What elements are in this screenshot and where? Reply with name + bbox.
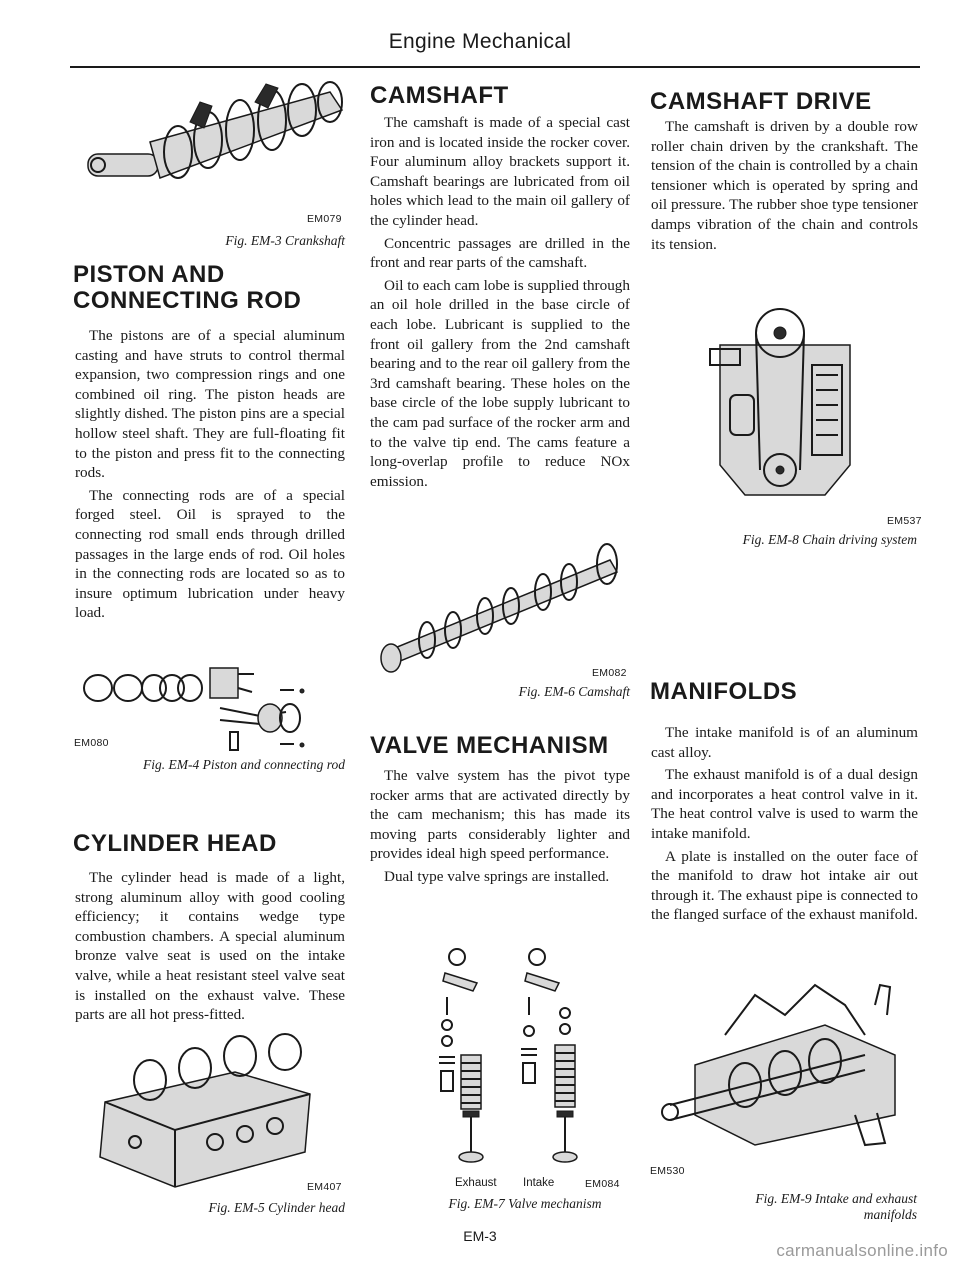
cylinder-section-body <box>75 868 345 1025</box>
fig-em6-code: EM082 <box>592 667 627 679</box>
camshaft-paragraph-3: Oil to each cam lobe is supplied through an oil hole drilled in the base circle of each lobe. Lubricant is supplied to the front oil gallery from the 2nd camshaft bearing and to the rear oil gallery from the 3rd camshaft bearing. These holes on the base circle of the lobe supply lubricant to the cam pad surface of the rocker arm and to the valve tip end. The cams feature a long-overlap profile to reduce NOx emission. <box>370 276 630 490</box>
cylinder-section-heading: CYLINDER HEAD <box>73 830 277 857</box>
fig-em3-code: EM079 <box>307 213 342 225</box>
drive-section-body <box>651 117 918 254</box>
camshaft-illustration <box>375 540 625 670</box>
manifolds-section-body <box>651 723 918 925</box>
valve-mechanism-illustration <box>425 945 605 1170</box>
fig-em5-caption: Fig. EM-5 Cylinder head <box>208 1200 345 1215</box>
manifolds-paragraph-2: The exhaust manifold is of a dual design and incorporates a heat control valve in it. The heat control valve is used to warm the intake manifold. <box>651 766 918 842</box>
page-header-title: Engine Mechanical <box>388 30 572 53</box>
manifolds-section-heading: MANIFOLDS <box>650 678 798 705</box>
camshaft-paragraph-2: Concentric passages are drilled in the front and rear parts of the camshaft. <box>370 234 630 272</box>
fig-em3-caption: Fig. EM-3 Crankshaft <box>225 233 345 248</box>
fig-em7-label-intake: Intake <box>523 1177 555 1189</box>
piston-section-body <box>75 326 345 623</box>
fig-em8-code: EM537 <box>887 515 922 527</box>
fig-em6-caption: Fig. EM-6 Camshaft <box>518 684 630 699</box>
manifolds-paragraph-3: A plate is installed on the outer face of the manifold to draw hot intake air out through it. The exhaust pipe is connected to the flanged surface of the exhaust manifold. <box>651 847 918 924</box>
fig-em7-caption: Fig. EM-7 Valve mechanism <box>448 1196 602 1211</box>
piston-paragraph-2: The connecting rods are of a special forged steel. Oil is sprayed to the connecting rod small ends through drilled passages in the large ends of rod. Oil holes in the connecting rods are located so as to insure optimum lubrication under heavy load. <box>75 486 345 622</box>
piston-and-rod-illustration <box>80 660 350 755</box>
drive-paragraph-1: The camshaft is driven by a double row roller chain driven by the crankshaft. The tension of the chain is controlled by a chain tensioner which is operated by spring and oil pressure. The rubber shoe type tensioner damps vibration of the chain and controls its tension. <box>651 118 918 253</box>
intake-valve-stack <box>521 949 577 1162</box>
drive-section-heading: CAMSHAFT DRIVE <box>650 88 872 115</box>
camshaft-section-body <box>370 113 630 491</box>
camshaft-paragraph-1: The camshaft is made of a special cast iron and is located inside the rocker cover. Four aluminum alloy brackets support it. Camshaft bearings are lubricated from oil holes which lead to the main oil gallery of the cylinder head. <box>370 114 630 229</box>
chain-drive-illustration <box>700 305 870 505</box>
fig-em4-caption: Fig. EM-4 Piston and connecting rod <box>143 757 345 772</box>
header-rule <box>70 66 920 68</box>
page-number: EM-3 <box>463 1228 497 1244</box>
piston-paragraph-1: The pistons are of a special aluminum casting and have struts to control thermal expansion, two compression rings and one combined oil ring. The piston heads are slightly dished. The piston pins are a special hollow steel shaft. They are full-floating fit to the piston and press fit to the connecting rods. <box>75 327 345 482</box>
manifolds-illustration <box>665 975 915 1170</box>
manifolds-paragraph-1: The intake manifold is of an aluminum cast alloy. <box>651 724 918 761</box>
crankshaft-illustration <box>80 82 350 192</box>
fig-em4-code: EM080 <box>74 737 109 749</box>
fig-em9-code: EM530 <box>650 1165 685 1177</box>
valve-section-body <box>370 766 630 887</box>
cylinder-paragraph-1: The cylinder head is made of a light, strong aluminum alloy with good cooling efficiency; it contains wedge type combustion chambers. A special aluminum bronze valve seat is used on the intake valve, while a heat resistant steel valve seat is installed on the exhaust valve. These parts are all hot press-fitted. <box>75 869 345 1024</box>
valve-paragraph-2: Dual type valve springs are installed. <box>384 867 610 885</box>
fig-em9-caption-line1: Fig. EM-9 Intake and exhaust <box>755 1191 917 1206</box>
fig-em9-caption-line2: manifolds <box>863 1207 917 1222</box>
piston-section-heading: PISTON AND CONNECTING ROD <box>73 261 302 314</box>
cylinder-head-illustration <box>95 1042 325 1192</box>
fig-em7-code: EM084 <box>585 1178 620 1190</box>
fig-em8-caption: Fig. EM-8 Chain driving system <box>742 532 917 547</box>
site-watermark: carmanualsonline.info <box>776 1241 948 1260</box>
fig-em5-code: EM407 <box>307 1181 342 1193</box>
valve-paragraph-1: The valve system has the pivot type rocker arms that are activated directly by the cam mechanism; this has made its moving parts considerably lighter and provides ideal high speed performance. <box>370 767 630 863</box>
camshaft-section-heading: CAMSHAFT <box>370 82 509 109</box>
valve-section-heading: VALVE MECHANISM <box>370 732 609 759</box>
fig-em7-label-exhaust: Exhaust <box>455 1177 497 1189</box>
exhaust-valve-stack <box>439 949 483 1162</box>
